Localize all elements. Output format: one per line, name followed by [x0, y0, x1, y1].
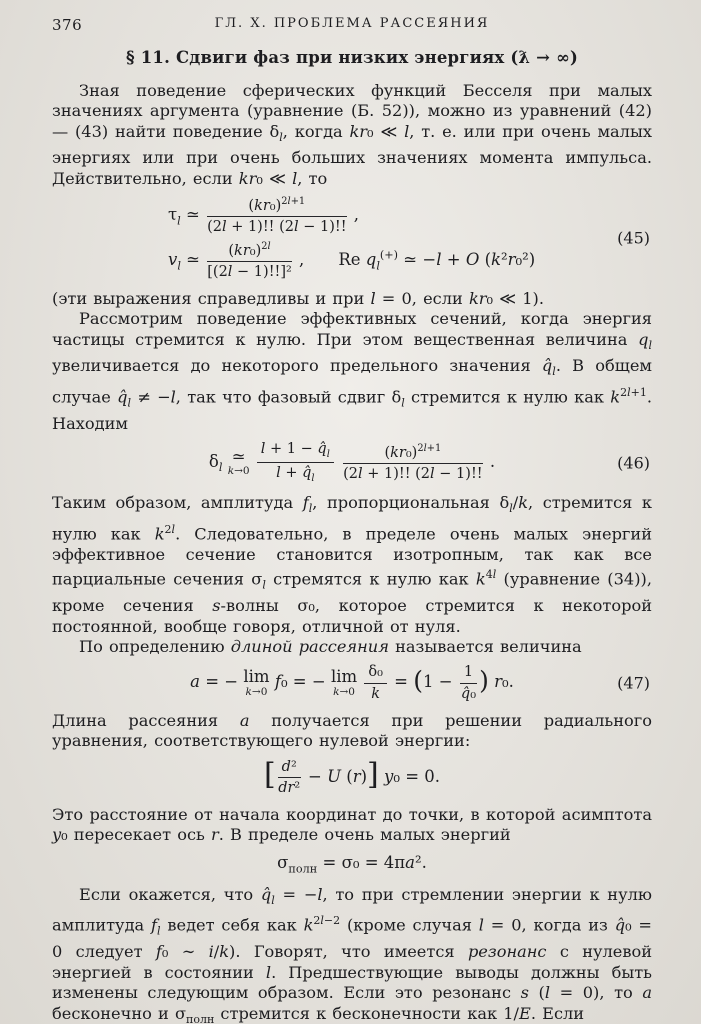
paragraph-intro: Зная поведение сферических функций Бесселя при малых значениях аргумента (уравнение (Б. 52)), можно из уравнений (42) — (43) найти поведение $\delta_l$, когда kr₀ ≪ l, т. е. или при очень малых энергиях или при очень больших значениях момента импульса. Действительно, если kr₀ ≪ l, то — [52, 81, 652, 188]
page-number: 376 — [52, 16, 83, 34]
equation-total-cross-section — [52, 853, 652, 876]
paragraph-resonance: Если окажется, что $q̂_l = -l$, то при стремлении энергии к нулю амплитуда $f_l$ ведет себя как $k^{2l-2}$ (кроме случая l = 0, когда из q̂₀ = 0 следует f₀ ∼ i/k). Говорят, что имеется резонанс с нулевой энергией в состоянии l. Предшествующие выводы должны быть изменены следующим образом. Если это резонанс s (l = 0), то a бесконечно и $\sigma_{полн}$ стремится к бесконечности как 1/E. Если — [52, 884, 653, 1024]
equation-46 — [52, 441, 652, 484]
equation-radial — [52, 759, 652, 796]
equation-46-content: $\delta_l$ ≃ k→0 $\frac{l + 1 - q̂_l}{l + q̂_l}$ $\frac{(kr_0)^{2l+1}}{(2l + 1)!! (2l - 1)!!}$ . — [208, 441, 496, 485]
paragraph-amplitude: Таким образом, амплитуда $f_l$, пропорциональная $\delta_l/k$, стремится к нулю как $k^{2l}$. Следовательно, в пределе очень малых энергий эффективное сечение становится изотропным, так как все парциальные сечения $\sigma_l$ стремятся к нулю как $k^{4l}$ (уравнение (34)), кроме сечения s-волны σ₀, которое стремится к некоторой постоянной, вообще говоря, отличной от нуля. — [52, 493, 653, 636]
paragraph-scattering-length-def: По определению длиной рассеяния называется величина — [79, 636, 582, 656]
equation-47-content: a = − lim k→0 f₀ = − lim k→0 $\frac{\text{δ₀}}{k}$ = (1 − $\frac{1}{\text{q̂₀}}$ ) r₀. — [190, 664, 514, 702]
paragraph-radial-equation-intro: Длина рассеяния a получается при решении радиального уравнения, соответствующего нулевой энергии: — [52, 710, 652, 751]
paragraph-cross-sections: Рассмотрим поведение эффективных сечений, когда энергия частицы стремится к нулю. При этом вещественная величина $q_l$ увеличивается до некоторого предельного значения $q̂_l$. В общем случае $q̂_l \ne -l$, так что фазовый сдвиг $\delta_l$ стремится к нулю как $k^{2l+1}$. Находим — [52, 309, 653, 433]
equation-number-45: (45) — [617, 228, 650, 248]
equation-45-line-tau: $\tau_l$ ≃ $\frac{(kr_0)^{2l+1}}{(2l + 1)!! (2l - 1)!!}$ , — [168, 196, 360, 236]
paragraph-asymptote: Это расстояние от начала координат до точки, в которой асимптота y₀ пересекает ось r. В пределе очень малых энергий — [52, 805, 652, 845]
equation-total-cross-section-content: $\sigma_{полн} = \sigma_0 = 4\pi a^2$. — [277, 852, 427, 876]
equation-45-line-v: $v_l$ ≃ $\frac{(kr_0)^{2l}}{\text{[(2l − 1)!!]²}}$ , Re $q_l^{(+)}$ ≃ −l + O (k²r₀²) — [168, 240, 536, 280]
equation-number-47: (47) — [617, 673, 650, 693]
equation-45 — [52, 196, 652, 280]
running-header — [52, 16, 652, 36]
equation-radial-content: [ $\frac{\text{d²}}{\text{dr²}}$ − U (r)] y₀ = 0. — [263, 757, 441, 796]
running-title: ГЛ. X. ПРОБЛЕМА РАССЕЯНИЯ — [214, 16, 490, 31]
paragraph-validity-note: (эти выражения справедливы и при l = 0, если kr₀ ≪ 1). — [52, 288, 545, 308]
equation-45-lines — [52, 196, 652, 280]
equation-47 — [52, 664, 652, 701]
section-title: § 11. Сдвиги фаз при низких энергиях (ƛ → ∞) — [125, 48, 579, 67]
equation-number-46: (46) — [617, 453, 650, 473]
